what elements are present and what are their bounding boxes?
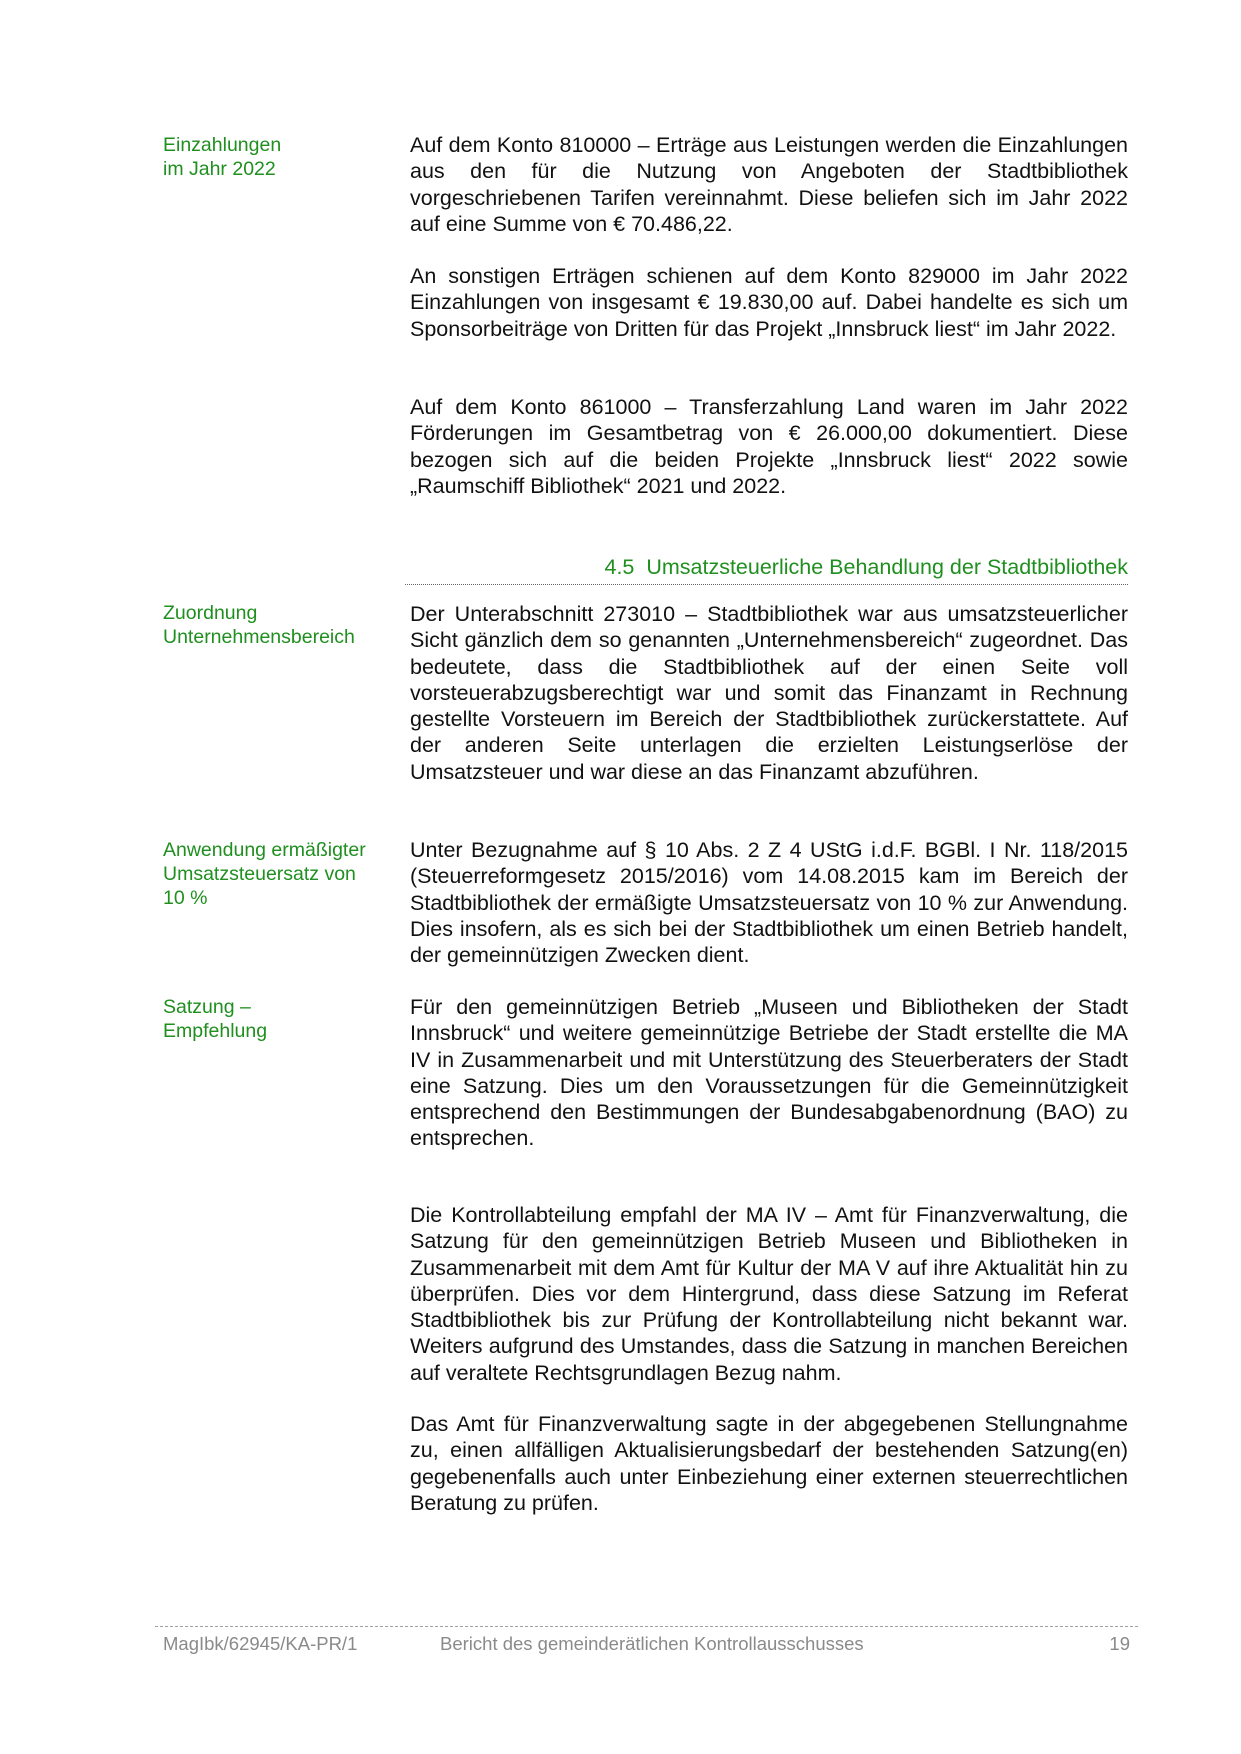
paragraph-unternehmensbereich: Der Unterabschnitt 273010 – Stadtbibliothek war aus umsatzsteuerlicher Sicht gänzlich dem so genannten „Unternehmensbereich“ zugeordnet. Das bedeutete, dass die Stadtbibliothek auf der einen Seite voll vorsteuerabzugsberechtigt war und somit das Finanzamt in Rechnung gestellte Vorsteuern im Bereich der Stadtbibliothek zurückerstattete. Auf der anderen Seite unterlagen die erzielten Leistungserlöse der Umsatzsteuer und war diese an das Finanzamt abzuführen. bbox=[410, 602, 1128, 784]
footer-reference: MagIbk/62945/KA-PR/1 bbox=[163, 1633, 358, 1654]
footer-rule bbox=[155, 1626, 1138, 1627]
sidenote-anwendung: Anwendung ermäßigter Umsatzsteuersatz von 10 % bbox=[163, 839, 366, 909]
section-heading bbox=[405, 554, 1128, 584]
paragraph-satzung: Für den gemeinnützigen Betrieb „Museen und Bibliotheken der Stadt Innsbruck“ und weitere gemeinnützige Betriebe der Stadt erstellte die MA IV in Zusammenarbeit und mit Unterstützung des Steuerberaters der Stadt eine Satzung. Dies um den Voraussetzungen für die Gemeinnützigkeit entsprechend den Bestimmungen der Bundesabgabenordnung (BAO) zu entsprechen. bbox=[410, 995, 1128, 1151]
paragraph-transferzahlung: Auf dem Konto 861000 – Transferzahlung Land waren im Jahr 2022 Förderungen im Gesamtbetrag von € 26.000,00 dokumentiert. Diese bezogen sich auf die beiden Projekte „Innsbruck liest“ 2022 sowie „Raumschiff Bibliothek“ 2021 und 2022. bbox=[410, 395, 1128, 498]
section-title: Umsatzsteuerliche Behandlung der Stadtbibliothek bbox=[646, 555, 1128, 579]
section-number: 4.5 bbox=[604, 555, 635, 579]
paragraph-empfehlung: Die Kontrollabteilung empfahl der MA IV – Amt für Finanzverwaltung, die Satzung für den gemeinnützigen Betrieb Museen und Bibliotheken in Zusammenarbeit mit dem Amt für Kultur der MA V auf ihre Aktualität hin zu überprüfen. Dies vor dem Hintergrund, dass diese Satzung im Referat Stadtbibliothek bis zur Prüfung der Kontrollabteilung nicht bekannt war. Weiters aufgrund des Umstandes, dass die Satzung in manchen Bereichen auf veraltete Rechtsgrundlagen Bezug nahm. bbox=[410, 1203, 1128, 1385]
paragraph-stellungnahme: Das Amt für Finanzverwaltung sagte in der abgegebenen Stellungnahme zu, einen allfälligen Aktualisierungsbedarf der bestehenden Satzung(en) gegebenenfalls auch unter Einbeziehung einer externen steuerrechtlichen Beratung zu prüfen. bbox=[410, 1412, 1128, 1515]
footer-title: Bericht des gemeinderätlichen Kontrollausschusses bbox=[440, 1633, 864, 1654]
page-number: 19 bbox=[1109, 1633, 1130, 1654]
sidenote-satzung: Satzung – Empfehlung bbox=[163, 996, 268, 1042]
sidenote-zuordnung: Zuordnung Unternehmensbereich bbox=[163, 602, 355, 648]
paragraph-sonstige-ertraege: An sonstigen Erträgen schienen auf dem Konto 829000 im Jahr 2022 Einzahlungen von insgesamt € 19.830,00 auf. Dabei handelte es sich um Sponsorbeiträge von Dritten für das Projekt „Innsbruck liest“ im Jahr 2022. bbox=[410, 264, 1128, 341]
paragraph-ermaessigter-steuersatz: Unter Bezugnahme auf § 10 Abs. 2 Z 4 UStG i.d.F. BGBl. I Nr. 118/2015 (Steuerreformgesetz 2015/2016) vom 14.08.2015 kam im Bereich der Stadtbibliothek der ermäßigte Umsatzsteuersatz von 10 % zur Anwendung. Dies insofern, als es sich bei der Stadtbibliothek um einen Betrieb handelt, der gemeinnützigen Zwecken dient. bbox=[410, 838, 1128, 968]
section-heading-rule bbox=[405, 584, 1128, 585]
paragraph-einzahlungen: Auf dem Konto 810000 – Erträge aus Leistungen werden die Einzahlungen aus den für die Nutzung von Angeboten der Stadtbibliothek vorgeschriebenen Tarifen vereinnahmt. Diese beliefen sich im Jahr 2022 auf eine Summe von € 70.486,22. bbox=[410, 133, 1128, 236]
sidenote-einzahlungen: Einzahlungen im Jahr 2022 bbox=[163, 134, 282, 180]
